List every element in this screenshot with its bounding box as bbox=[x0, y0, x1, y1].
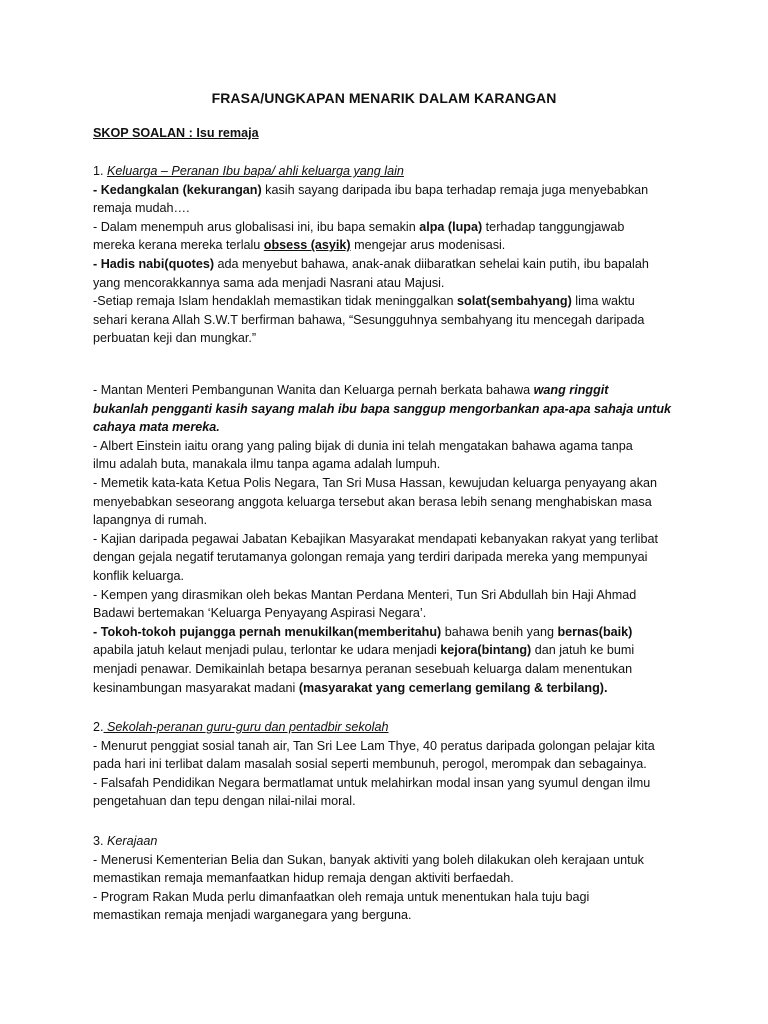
paragraph-line: pengetahuan dan tepu dengan nilai-nilai moral. bbox=[93, 794, 356, 809]
paragraph-line: - Hadis nabi(quotes) ada menyebut bahawa, anak-anak diibaratkan sehelai kain putih, ibu bapalah bbox=[93, 256, 649, 271]
paragraph-line: konflik keluarga. bbox=[93, 568, 185, 583]
paragraph-line: sehari kerana Allah S.W.T berfirman bahawa, “Sesungguhnya sembahyang itu mencegah daripada bbox=[93, 312, 645, 327]
paragraph-line: menyebabkan seseorang anggota keluarga tersebut akan berasa lebih senang menghabiskan masa bbox=[93, 494, 652, 509]
paragraph-line: apabila jatuh kelaut menjadi pulau, terlontar ke udara menjadi kejora(bintang) dan jatuh ke bumi bbox=[93, 643, 635, 658]
paragraph-line: pada hari ini terlibat dalam masalah sosial seperti membunuh, perogol, merompak dan sebagainya. bbox=[93, 757, 647, 772]
section-heading bbox=[93, 718, 683, 737]
scope-label: SKOP SOALAN : Isu remaja bbox=[93, 126, 259, 140]
paragraph-line: - Albert Einstein iaitu orang yang paling bijak di dunia ini telah mengatakan bahawa agama tanpa bbox=[93, 438, 633, 453]
paragraph-line: ilmu adalah buta, manakala ilmu tanpa agama adalah lumpuh. bbox=[93, 457, 441, 472]
section-number: 3. bbox=[93, 834, 104, 848]
paragraph-line: - Mantan Menteri Pembangunan Wanita dan Keluarga pernah berkata bahawa wang ringgit bbox=[93, 383, 609, 397]
paragraph-line: - Program Rakan Muda perlu dimanfaatkan oleh remaja untuk menentukan hala tuju bagi bbox=[93, 889, 590, 904]
paragraph-line: mereka kerana mereka terlalu obsess (asyik) mengejar arus modenisasi. bbox=[93, 238, 506, 253]
section-kerajaan bbox=[93, 832, 683, 925]
paragraph-line: bukanlah pengganti kasih sayang malah ibu bapa sanggup mengorbankan apa-apa sahaja untuk bbox=[93, 401, 672, 416]
paragraph-line: memastikan remaja menjadi warganegara yang berguna. bbox=[93, 908, 412, 923]
section-heading-text: Keluarga – Peranan Ibu bapa/ ahli keluarga yang lain bbox=[107, 164, 404, 178]
section-heading bbox=[93, 162, 683, 181]
paragraph-line: - Tokoh-tokoh pujangga pernah menukilkan(memberitahu) bahawa benih yang bernas(baik) bbox=[93, 624, 633, 639]
paragraph-line: memastikan remaja memanfaatkan hidup remaja dengan aktiviti berfaedah. bbox=[93, 871, 514, 886]
paragraph-line: remaja mudah…. bbox=[93, 201, 190, 216]
paragraph-line: cahaya mata mereka. bbox=[93, 420, 220, 435]
paragraph-line: menjadi penawar. Demikainlah betapa besarnya peranan sesebuah keluarga dalam menentukan bbox=[93, 661, 633, 676]
paragraph-line: Badawi bertemakan ‘Keluarga Penyayang Aspirasi Negara’. bbox=[93, 606, 427, 621]
document-title: FRASA/UNGKAPAN MENARIK DALAM KARANGAN bbox=[211, 90, 557, 106]
paragraph-line: - Kajian daripada pegawai Jabatan Kebajikan Masyarakat mendapati kebanyakan rakyat yang terlibat bbox=[93, 531, 658, 546]
paragraph-line: - Dalam menempuh arus globalisasi ini, ibu bapa semakin alpa (lupa) terhadap tanggungjawab bbox=[93, 219, 625, 234]
section-keluarga bbox=[93, 162, 683, 348]
paragraph-line: - Kempen yang dirasmikan oleh bekas Mantan Perdana Menteri, Tun Sri Abdullah bin Haji Ahmad bbox=[93, 587, 637, 602]
paragraph-line: yang mencorakkannya sama ada menjadi Nasrani atau Majusi. bbox=[93, 275, 445, 290]
section-number: 1. bbox=[93, 164, 104, 178]
paragraph-line: lapangnya di rumah. bbox=[93, 513, 208, 528]
section-number: 2. bbox=[93, 720, 104, 734]
paragraph-line: -Setiap remaja Islam hendaklah memastikan tidak meninggalkan solat(sembahyang) lima waktu bbox=[93, 294, 635, 309]
paragraph-line: - Falsafah Pendidikan Negara bermatlamat untuk melahirkan modal insan yang syumul dengan ilmu bbox=[93, 775, 651, 790]
paragraph-line: kesinambungan masyarakat madani (masyarakat yang cemerlang gemilang & terbilang). bbox=[93, 680, 608, 695]
paragraph-line: perbuatan keji dan mungkar.” bbox=[93, 331, 257, 346]
paragraph-line: - Memetik kata-kata Ketua Polis Negara, Tan Sri Musa Hassan, kewujudan keluarga penyayang akan bbox=[93, 475, 657, 490]
paragraph-line: dengan gejala negatif terutamanya golongan remaja yang terdiri daripada mereka yang mempunyai bbox=[93, 550, 648, 565]
paragraph-line: - Menerusi Kementerian Belia dan Sukan, banyak aktiviti yang boleh dilakukan oleh kerajaan untuk bbox=[93, 852, 644, 867]
section-sekolah bbox=[93, 718, 683, 811]
section-keluarga-quotes bbox=[93, 381, 683, 697]
paragraph-line: - Kedangkalan (kekurangan) kasih sayang daripada ibu bapa terhadap remaja juga menyebabkan bbox=[93, 182, 649, 197]
paragraph-line: - Menurut penggiat sosial tanah air, Tan Sri Lee Lam Thye, 40 peratus daripada golongan pelajar kita bbox=[93, 738, 655, 753]
section-heading bbox=[93, 832, 683, 851]
section-heading-text: Sekolah-peranan guru-guru dan pentadbir sekolah bbox=[103, 720, 389, 734]
section-heading-text: Kerajaan bbox=[107, 834, 158, 848]
